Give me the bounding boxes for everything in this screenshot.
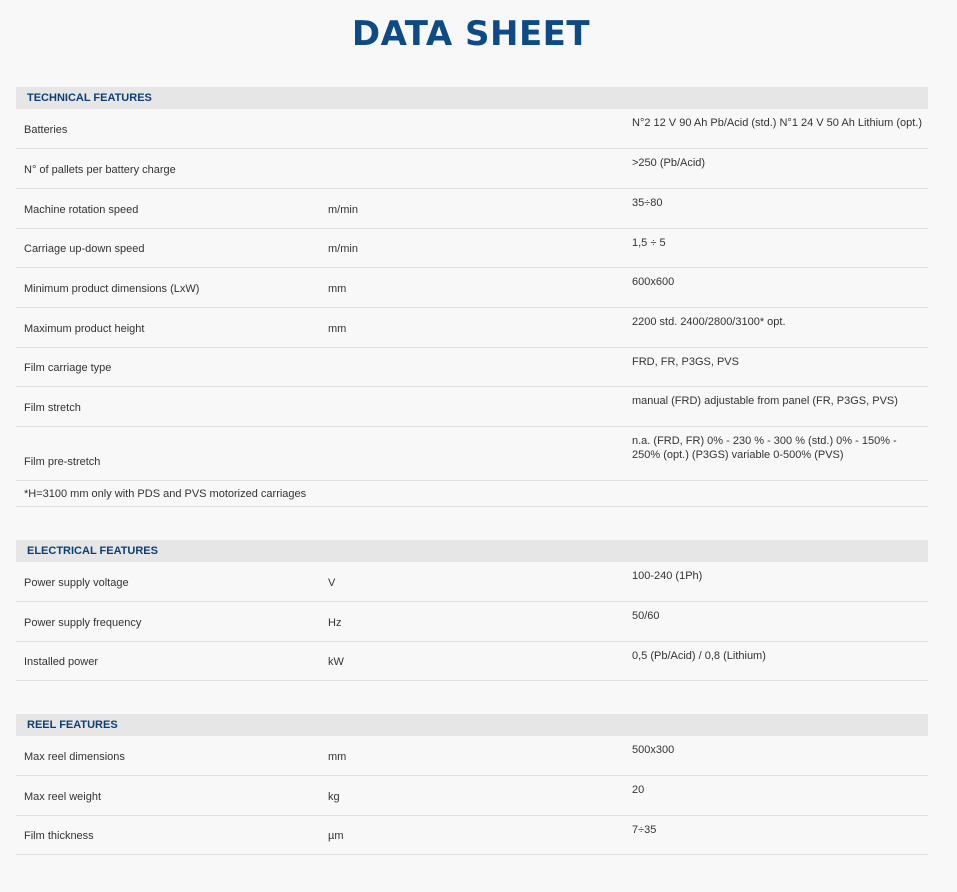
page-title: DATA SHEET xyxy=(351,14,591,54)
row-label: Film pre-stretch xyxy=(24,456,101,468)
row-unit: Hz xyxy=(328,617,342,629)
row-unit: mm xyxy=(328,323,347,335)
footnote-row xyxy=(16,481,928,507)
row-unit: mm xyxy=(328,283,347,295)
row-value: manual (FRD) adjustable from panel (FR, P3GS, PVS) xyxy=(632,395,898,407)
row-value: 500x300 xyxy=(632,744,675,756)
row-value: 1,5 ÷ 5 xyxy=(632,237,666,249)
table-row xyxy=(16,229,928,268)
row-label: Carriage up-down speed xyxy=(24,243,145,255)
row-label: Film thickness xyxy=(24,830,94,842)
table-row xyxy=(16,348,928,387)
row-value: >250 (Pb/Acid) xyxy=(632,157,706,169)
row-label: Max reel dimensions xyxy=(24,751,125,763)
section-header: ELECTRICAL FEATURES xyxy=(16,540,928,562)
table-row xyxy=(16,736,928,776)
row-value: 7÷35 xyxy=(632,824,657,836)
row-label: Power supply frequency xyxy=(24,617,142,629)
section-header: TECHNICAL FEATURES xyxy=(16,87,928,109)
table-row xyxy=(16,149,928,189)
row-unit: V xyxy=(328,577,336,589)
row-label: Film carriage type xyxy=(24,362,112,374)
row-label: N° of pallets per battery charge xyxy=(24,164,176,176)
row-unit: kW xyxy=(328,656,344,668)
table-row xyxy=(16,776,928,816)
table-row xyxy=(16,562,928,602)
row-unit: m/min xyxy=(328,243,358,255)
electrical-features-section xyxy=(16,540,928,681)
reel-features-section xyxy=(16,714,928,855)
footnote-text: *H=3100 mm only with PDS and PVS motorized carriages xyxy=(24,488,307,500)
table-row xyxy=(16,109,928,149)
technical-features-section xyxy=(16,87,928,507)
row-label: Film stretch xyxy=(24,402,81,414)
row-label: Power supply voltage xyxy=(24,577,129,589)
row-value: 2200 std. 2400/2800/3100* opt. xyxy=(632,316,786,328)
table-row xyxy=(16,642,928,681)
row-label: Installed power xyxy=(24,656,98,668)
row-unit: mm xyxy=(328,751,347,763)
row-unit: µm xyxy=(328,830,344,842)
row-unit: kg xyxy=(328,791,340,803)
row-value: n.a. (FRD, FR) 0% - 230 % - 300 % (std.) 0% - 150% - 250% (opt.) (P3GS) variable 0-500% (PVS) xyxy=(632,435,897,461)
row-label: Minimum product dimensions (LxW) xyxy=(24,283,200,295)
row-value: FRD, FR, P3GS, PVS xyxy=(632,356,739,368)
row-label: Maximum product height xyxy=(24,323,145,335)
row-unit: m/min xyxy=(328,204,358,216)
table-row xyxy=(16,387,928,427)
table-row xyxy=(16,189,928,229)
row-value: N°2 12 V 90 Ah Pb/Acid (std.) N°1 24 V 50 Ah Lithium (opt.) xyxy=(632,117,923,129)
table-row xyxy=(16,816,928,855)
table-row xyxy=(16,308,928,348)
row-label: Batteries xyxy=(24,124,68,136)
table-row xyxy=(16,602,928,642)
row-value: 20 xyxy=(632,784,645,796)
section-header: REEL FEATURES xyxy=(16,714,928,736)
table-row xyxy=(16,268,928,308)
row-value: 600x600 xyxy=(632,276,675,288)
row-value: 0,5 (Pb/Acid) / 0,8 (Lithium) xyxy=(632,650,766,662)
row-value: 35÷80 xyxy=(632,197,663,209)
row-label: Machine rotation speed xyxy=(24,204,139,216)
row-label: Max reel weight xyxy=(24,791,102,803)
row-value: 100-240 (1Ph) xyxy=(632,570,703,582)
row-value: 50/60 xyxy=(632,610,660,622)
table-row xyxy=(16,427,928,481)
